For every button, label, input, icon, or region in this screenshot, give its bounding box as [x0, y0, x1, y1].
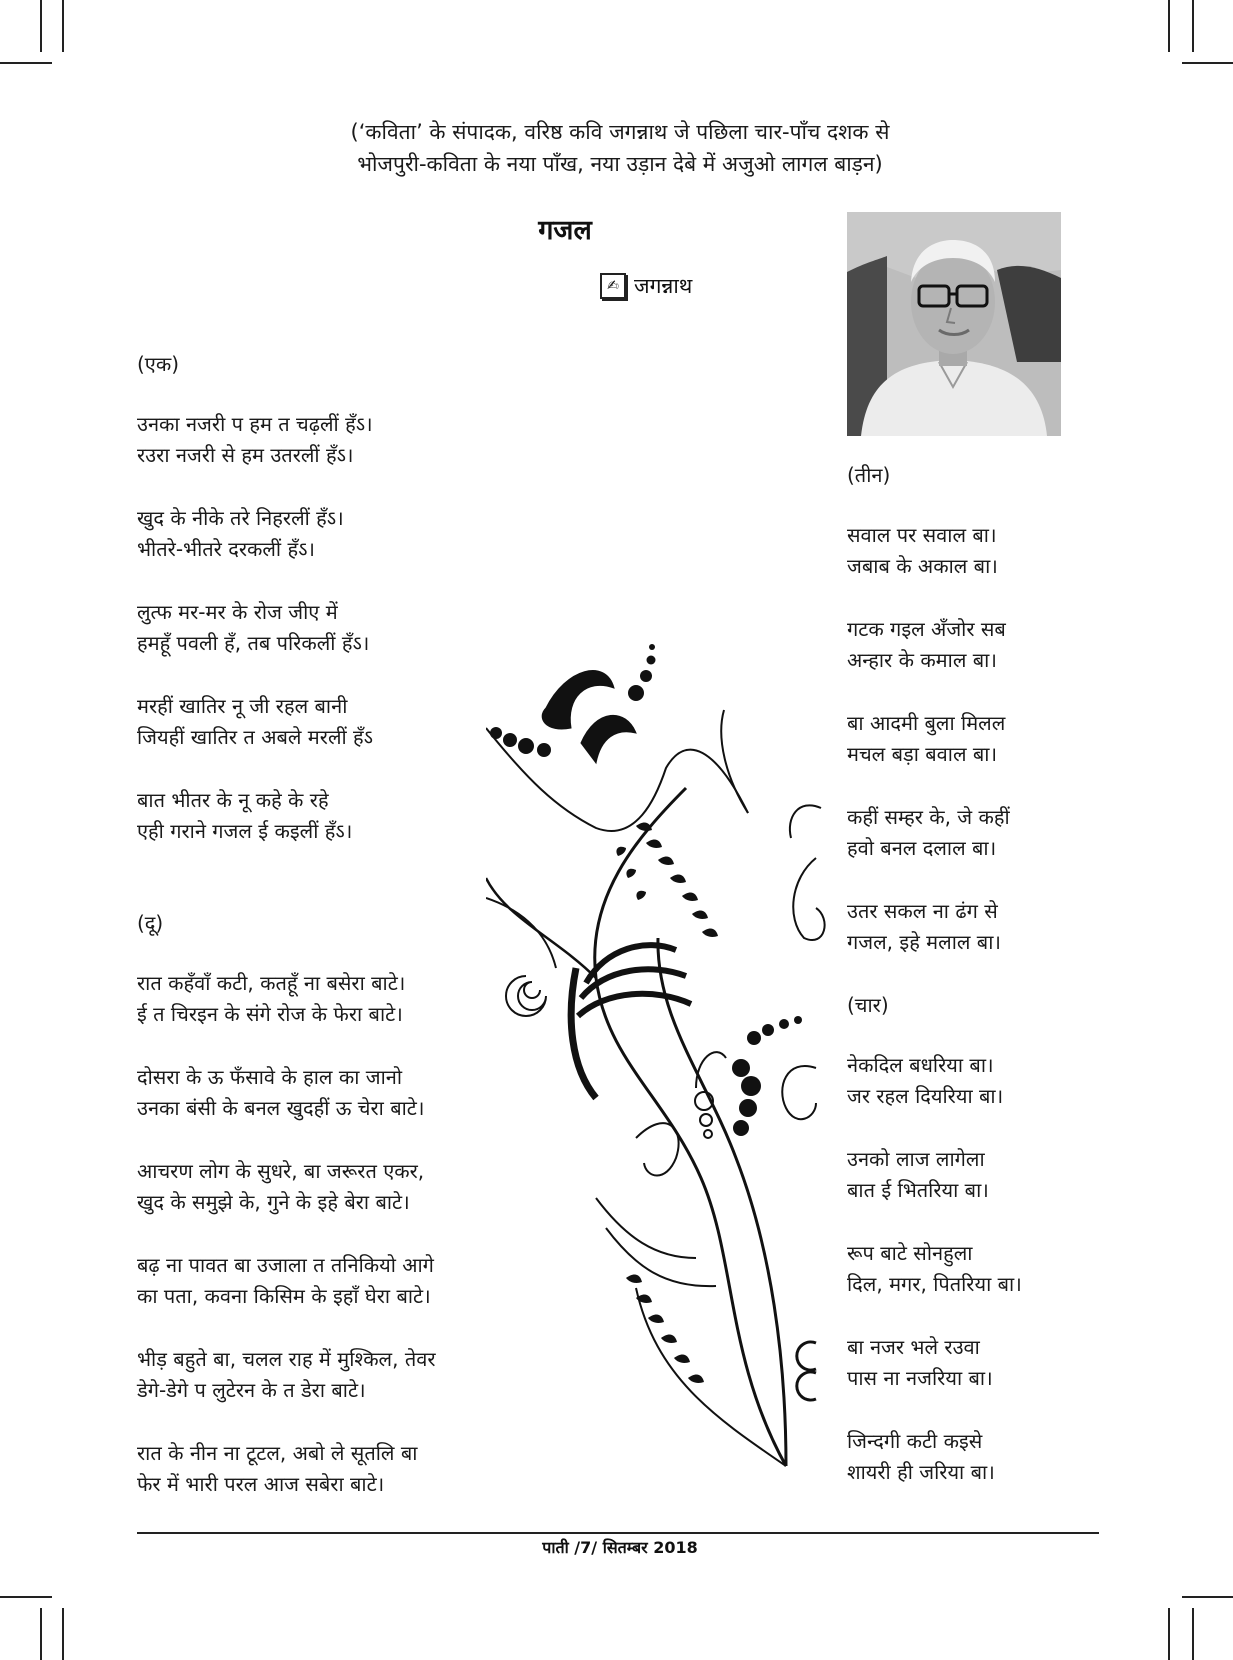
verse-line: नेकदिल बधरिया बा।: [847, 1053, 994, 1077]
verse-line: सवाल पर सवाल बा।: [847, 523, 997, 547]
stanza: [137, 1156, 507, 1218]
author-byline: [600, 272, 692, 300]
pen-writing-icon: ✍: [600, 273, 626, 299]
verse-line: आचरण लोग के सुधरे, बा जरूरत एकर,: [137, 1159, 425, 1183]
crop-mark: [1182, 62, 1233, 64]
stanza: [847, 614, 1087, 676]
stanza: [847, 1238, 1087, 1300]
stanza: [847, 708, 1087, 770]
page-title: गजल: [538, 215, 592, 246]
crop-mark: [1168, 0, 1170, 52]
verse-line: भीतरे-भीतरे दरकलीं हँऽ।: [137, 537, 316, 561]
poem-heading: (दू): [137, 911, 164, 935]
poem-heading: (एक): [137, 352, 180, 376]
page-footer: पाती /7/ सितम्बर 2018: [542, 1538, 698, 1557]
stanza: [847, 802, 1087, 864]
crop-mark: [62, 0, 64, 52]
verse-line: अन्हार के कमाल बा।: [847, 648, 997, 672]
verse-line: जियहीं खातिर त अबले मरलीं हँऽ: [137, 725, 374, 749]
verse-line: जर रहल दियरिया बा।: [847, 1084, 1004, 1108]
poem-one: [137, 349, 507, 879]
verse-line: उतर सकल ना ढंग से: [847, 899, 998, 923]
verse-line: उनका बंसी के बनल खुदहीं ऊ चेरा बाटे।: [137, 1096, 425, 1120]
verse-line: उनको लाज लागेला: [847, 1147, 985, 1171]
verse-line: का पता, कवना किसिम के इहाँ घेरा बाटे।: [137, 1284, 431, 1308]
crop-mark: [0, 62, 52, 64]
author-photo: [847, 212, 1061, 436]
verse-line: बा आदमी बुला मिलल: [847, 711, 1006, 735]
crop-mark: [1192, 1608, 1194, 1660]
verse-line: रात कहँवाँ कटी, कतहूँ ना बसेरा बाटे।: [137, 971, 406, 995]
poem-heading: (तीन): [847, 463, 891, 487]
stanza: [137, 1438, 507, 1500]
intro-note: [280, 116, 960, 180]
stanza: [137, 1250, 507, 1312]
verse-line: बात ई भितरिया बा।: [847, 1178, 989, 1202]
verse-line: ई त चिरइन के संगे रोज के फेरा बाटे।: [137, 1002, 403, 1026]
stanza: [847, 520, 1087, 582]
stanza: [137, 409, 507, 471]
stanza: [847, 1144, 1087, 1206]
crop-mark: [1182, 1596, 1233, 1598]
crop-mark: [40, 1608, 42, 1660]
verse-line: रउरा नजरी से हम उतरलीं हँऽ।: [137, 443, 354, 467]
verse-line: उनका नजरी प हम त चढ़लीं हँऽ।: [137, 412, 373, 436]
verse-line: कहीं सम्हर के, जे कहीं: [847, 805, 1010, 829]
stanza: [847, 1426, 1087, 1488]
verse-line: हवो बनल दलाल बा।: [847, 836, 997, 860]
crop-mark: [62, 1608, 64, 1660]
poem-heading: (चार): [847, 993, 889, 1017]
verse-line: रूप बाटे सोनहुला: [847, 1241, 973, 1265]
crop-mark: [0, 1596, 52, 1598]
crop-mark: [1192, 0, 1194, 52]
footer-rule: [137, 1532, 1099, 1534]
stanza: [137, 597, 507, 659]
stanza: [847, 1332, 1087, 1394]
verse-line: भीड़ बहुते बा, चलल राह में मुश्किल, तेवर: [137, 1347, 436, 1371]
stanza: [137, 503, 507, 565]
stanza: [137, 1062, 507, 1124]
verse-line: रात के नीन ना टूटल, अबो ले सूतलि बा: [137, 1441, 418, 1465]
stanza: [137, 968, 507, 1030]
verse-line: फेर में भारी परल आज सबेरा बाटे।: [137, 1472, 385, 1496]
verse-line: पास ना नजरिया बा।: [847, 1366, 993, 1390]
verse-line: बात भीतर के नू कहे के रहे: [137, 788, 329, 812]
verse-line: जबाब के अकाल बा।: [847, 554, 998, 578]
poem-three: [847, 460, 1087, 990]
intro-line-2: भोजपुरी-कविता के नया पाँख, नया उड़ान देबे में अजुओ लागल बाड़न): [357, 152, 883, 176]
crop-mark: [1168, 1608, 1170, 1660]
crop-mark: [40, 0, 42, 52]
verse-line: बढ़ ना पावत बा उजाला त तनिकियो आगे: [137, 1253, 434, 1277]
intro-line-1: (‘कविता’ के संपादक, वरिष्ठ कवि जगन्नाथ जे पछिला चार-पाँच दशक से: [350, 120, 890, 144]
verse-line: शायरी ही जरिया बा।: [847, 1460, 995, 1484]
verse-line: गजल, इहे मलाल बा।: [847, 930, 1001, 954]
stanza: [137, 1344, 507, 1406]
stanza: [847, 896, 1087, 958]
verse-line: एही गराने गजल ई कइलीं हँऽ।: [137, 819, 353, 843]
verse-line: खुद के नीके तरे निहरलीं हँऽ।: [137, 506, 344, 530]
verse-line: बा नजर भले रउवा: [847, 1335, 980, 1359]
verse-line: दोसरा के ऊ फँसावे के हाल का जानो: [137, 1065, 403, 1089]
stanza: [137, 785, 507, 847]
poem-four: [847, 990, 1087, 1520]
verse-line: हमहूँ पवली हँ, तब परिकलीं हँऽ।: [137, 631, 370, 655]
verse-line: मरहीं खातिर नू जी रहल बानी: [137, 694, 348, 718]
floral-ornament: [486, 638, 831, 1470]
stanza: [847, 1050, 1087, 1112]
verse-line: डेगे-डेगे प लुटेरन के त डेरा बाटे।: [137, 1378, 366, 1402]
verse-line: लुत्फ मर-मर के रोज जीए में: [137, 600, 338, 624]
verse-line: खुद के समुझे के, गुने के इहे बेरा बाटे।: [137, 1190, 410, 1214]
poem-two: [137, 908, 507, 1532]
verse-line: मचल बड़ा बवाल बा।: [847, 742, 998, 766]
verse-line: जिन्दगी कटी कइसे: [847, 1429, 983, 1453]
stanza: [137, 691, 507, 753]
verse-line: दिल, मगर, पितरिया बा।: [847, 1272, 1022, 1296]
verse-line: गटक गइल अँजोर सब: [847, 617, 1006, 641]
author-name: जगन्नाथ: [634, 274, 693, 298]
